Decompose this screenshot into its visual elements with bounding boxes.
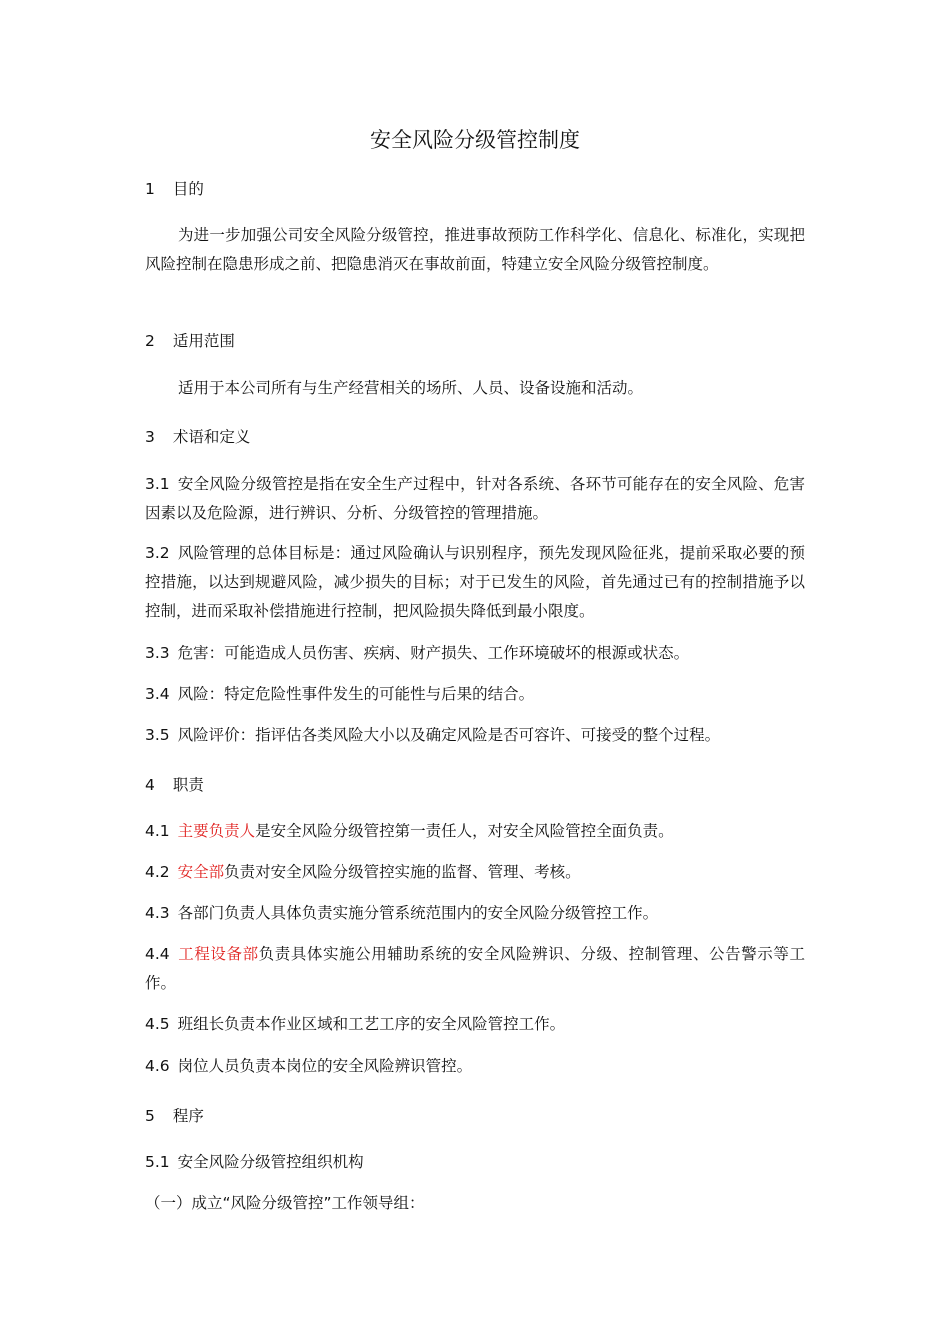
clause-text: 危害：可能造成人员伤害、疾病、财产损失、工作环境破坏的根源或状态。: [177, 644, 690, 662]
clause-number: 3.3: [145, 644, 170, 662]
clause-number: 4.2: [145, 863, 170, 881]
responsibility-4-1: [145, 820, 674, 842]
clause-text: 安全风险分级管控是指在安全生产过程中，针对各系统、各环节可能存在的安全风险、危害因素以及危险源，进行辨识、分析、分级管控的管理措施。: [145, 475, 805, 522]
procedure-item-1: （一）成立“风险分级管控”工作领导组：: [145, 1194, 425, 1212]
clause-text: 负责对安全风险分级管控实施的监督、管理、考核。: [224, 863, 581, 881]
section-number: 5: [145, 1107, 155, 1125]
procedure-5-1: [145, 1151, 364, 1173]
clause-number: 3.2: [145, 544, 170, 562]
document-title: 安全风险分级管控制度: [370, 128, 580, 152]
responsibility-4-2: [145, 861, 581, 883]
section-title: 适用范围: [172, 332, 235, 350]
clause-number: 3.1: [145, 475, 170, 493]
responsibility-4-3: [145, 902, 658, 924]
section-number: 2: [145, 332, 155, 350]
definition-3-5: [145, 724, 720, 746]
section-title: 程序: [172, 1107, 204, 1125]
clause-text: 各部门负责人具体负责实施分管系统范围内的安全风险分级管控工作。: [177, 904, 659, 922]
clause-text: 风险：特定危险性事件发生的可能性与后果的结合。: [177, 685, 535, 703]
responsibility-4-6: [145, 1055, 472, 1077]
responsibility-4-5: [145, 1013, 565, 1035]
clause-number: 4.6: [145, 1057, 170, 1075]
clause-text: 班组长负责本作业区域和工艺工序的安全风险管控工作。: [177, 1015, 566, 1033]
section-5-heading: [145, 1105, 204, 1127]
section-2-paragraph: 适用于本公司所有与生产经营相关的场所、人员、设备设施和活动。: [178, 379, 644, 397]
clause-number: 4.5: [145, 1015, 170, 1033]
clause-number: 4.4: [145, 945, 170, 963]
clause-text: 负责具体实施公用辅助系统的安全风险辨识、分级、控制管理、公告警示等工作。: [145, 945, 805, 992]
clause-number: 3.5: [145, 726, 170, 744]
highlighted-role: 主要负责人: [177, 822, 256, 840]
definition-3-4: [145, 683, 534, 705]
section-4-heading: [145, 774, 204, 796]
clause-text: 风险评价：指评估各类风险大小以及确定风险是否可容许、可接受的整个过程。: [177, 726, 721, 744]
definition-3-3: [145, 642, 689, 664]
section-title: 职责: [172, 776, 204, 794]
clause-text: 安全风险分级管控组织机构: [177, 1153, 364, 1171]
section-title: 目的: [172, 180, 204, 198]
clause-number: 3.4: [145, 685, 170, 703]
section-1-heading: [145, 178, 204, 200]
section-number: 3: [145, 428, 155, 446]
section-2-heading: [145, 330, 235, 352]
clause-text: 岗位人员负责本岗位的安全风险辨识管控。: [177, 1057, 473, 1075]
highlighted-role: 工程设备部: [177, 945, 259, 963]
section-number: 1: [145, 180, 155, 198]
clause-number: 4.1: [145, 822, 170, 840]
definition-3-1: [145, 470, 805, 528]
clause-number: 5.1: [145, 1153, 170, 1171]
section-1-paragraph: 为进一步加强公司安全风险分级管控，推进事故预防工作科学化、信息化、标准化，实现把风险控制在隐患形成之前、把隐患消灭在事故前面，特建立安全风险分级管控制度。: [145, 226, 805, 273]
clause-number: 4.3: [145, 904, 170, 922]
section-number: 4: [145, 776, 155, 794]
section-3-heading: [145, 426, 250, 448]
clause-text: 是安全风险分级管控第一责任人，对安全风险管控全面负责。: [255, 822, 674, 840]
section-title: 术语和定义: [172, 428, 251, 446]
definition-3-2: [145, 539, 805, 626]
highlighted-role: 安全部: [177, 863, 225, 881]
responsibility-4-4: [145, 940, 805, 998]
clause-text: 风险管理的总体目标是：通过风险确认与识别程序，预先发现风险征兆，提前采取必要的预控措施，以达到规避风险，减少损失的目标；对于已发生的风险，首先通过已有的控制措施予以控制，进而采取补偿措施进行控制，把风险损失降低到最小限度。: [145, 544, 805, 620]
